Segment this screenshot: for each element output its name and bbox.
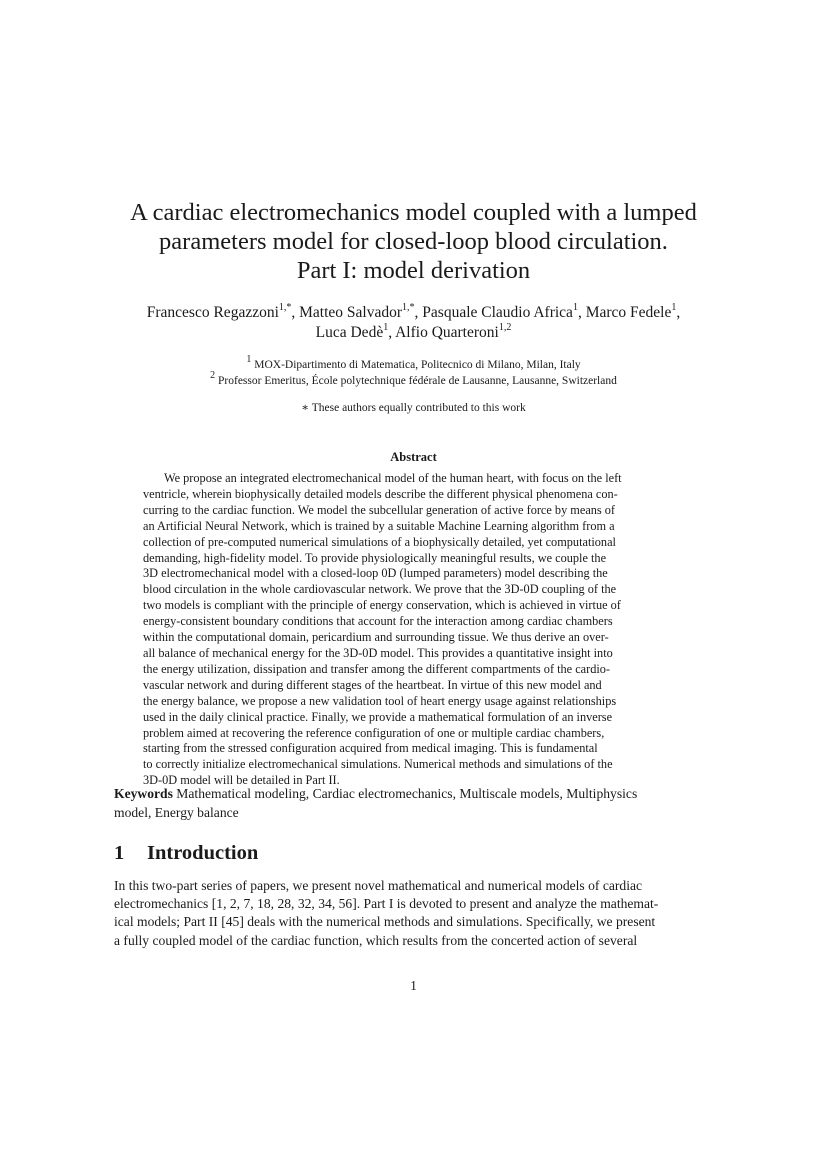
- section-title: Introduction: [147, 842, 259, 864]
- abstract-line: 3D electromechanical model with a closed-loop 0D (lumped parameters) model describing the: [143, 566, 608, 581]
- author-affil-mark: 1: [671, 301, 677, 313]
- keywords-block: [114, 784, 714, 822]
- author-line: [100, 323, 727, 343]
- abstract-line: curring to the cardiac function. We model the subcellular generation of active force by means of: [143, 502, 616, 517]
- author-name: , Matteo Salvador: [291, 304, 403, 321]
- abstract-line: problem aimed at recovering the reference configuration of one or multiple cardiac chambers,: [143, 725, 605, 740]
- abstract-line: an Artificial Neural Network, which is trained by a suitable Machine Learning algorithm from a: [143, 518, 615, 533]
- affiliation-mark: 1: [246, 354, 252, 366]
- abstract-line: two models is compliant with the principle of energy conservation, which is achieved in virtue of: [143, 598, 621, 613]
- keywords-line: [114, 784, 714, 803]
- abstract-line: blood circulation in the whole cardiovascular network. We prove that the 3D-0D coupling of the: [143, 582, 617, 597]
- page-number: 1: [410, 978, 417, 993]
- author-name: , Alfio Quarteroni: [388, 324, 499, 341]
- abstract-line: demanding, high-fidelity model. To provide physiologically meaningful results, we couple the: [143, 550, 607, 565]
- affiliation-text: MOX-Dipartimento di Matematica, Politecnico di Milano, Milan, Italy: [251, 359, 581, 371]
- section-heading: [114, 840, 258, 866]
- author-name: , Marco Fedele: [577, 304, 672, 321]
- intro-line: ical models; Part II [45] deals with the numerical methods and simulations. Specifically, we present: [114, 914, 656, 930]
- affiliation-mark: 2: [210, 370, 216, 382]
- abstract-line: ventricle, wherein biophysically detailed models describe the different physical phenomena con-: [143, 486, 618, 501]
- author-name: Francesco Regazzoni: [146, 304, 279, 321]
- title-line: Part I: model derivation: [296, 257, 531, 284]
- abstract-line: the energy utilization, dissipation and transfer among the different compartments of the cardio-: [143, 661, 611, 676]
- intro-paragraph: [114, 877, 714, 950]
- author-affil-mark: 1,*: [278, 301, 292, 313]
- abstract-line: We propose an integrated electromechanical model of the human heart, with focus on the left: [164, 471, 622, 485]
- section-number: 1: [114, 842, 125, 864]
- author-name: Luca Dedè: [315, 324, 384, 341]
- author-line: [100, 303, 727, 323]
- keywords-label: Keywords: [114, 786, 173, 801]
- intro-line: In this two-part series of papers, we present novel mathematical and numerical models of cardiac: [114, 878, 643, 893]
- author-affil-mark: 1,2: [498, 321, 512, 333]
- author-separator: ,: [676, 304, 681, 321]
- keywords-line: model, Energy balance: [114, 805, 239, 820]
- intro-line: electromechanics [1, 2, 7, 18, 28, 32, 34, 56]. Part I is devoted to present and analyze the mathemat-: [114, 896, 659, 912]
- title-line: A cardiac electromechanics model coupled with a lumped: [130, 199, 697, 226]
- title-line: parameters model for closed-loop blood circulation.: [159, 228, 668, 255]
- abstract-line: starting from the stressed configuration acquired from medical imaging. This is fundamental: [143, 741, 598, 756]
- abstract-line: vascular network and during different stages of the heartbeat. In virtue of this new model and: [143, 677, 602, 692]
- abstract-line: the energy balance, we propose a new validation tool of heart energy usage against relationships: [143, 693, 617, 708]
- keywords-text: Mathematical modeling, Cardiac electromechanics, Multiscale models, Multiphysics: [172, 786, 638, 801]
- abstract-line: to correctly initialize electromechanical simulations. Numerical methods and simulations of the: [143, 757, 613, 772]
- affiliation-text: Professor Emeritus, École polytechnique fédérale de Lausanne, Lausanne, Switzerland: [215, 375, 617, 387]
- abstract-line: within the computational domain, pericardium and surrounding tissue. We thus derive an over-: [143, 630, 609, 645]
- abstract-line: energy-consistent boundary conditions that account for the interaction among cardiac chambers: [143, 614, 613, 629]
- author-name: , Pasquale Claudio Africa: [414, 304, 573, 321]
- abstract-heading: Abstract: [390, 450, 437, 464]
- intro-line: a fully coupled model of the cardiac function, which results from the concerted action of several: [114, 932, 638, 948]
- affiliation-line: [100, 370, 727, 389]
- abstract-line: collection of pre-computed numerical simulations of a biophysically detailed, yet computational: [143, 534, 616, 549]
- author-affil-mark: 1,*: [402, 301, 415, 313]
- author-list: [100, 303, 727, 343]
- abstract-line: 3D-0D model will be detailed in Part II.: [143, 773, 340, 788]
- abstract-line: used in the daily clinical practice. Finally, we provide a mathematical formulation of an inverse: [143, 709, 613, 724]
- affiliations: [100, 354, 727, 389]
- author-affil-mark: 1: [572, 301, 578, 313]
- author-affil-mark: 1: [383, 321, 389, 333]
- abstract-line: all balance of mechanical energy for the 3D-0D model. This provides a quantitative insight into: [143, 645, 613, 660]
- paper-title: [90, 198, 737, 285]
- abstract-body: [143, 471, 707, 789]
- equal-contribution-note: ∗ These authors equally contributed to this work: [301, 402, 526, 414]
- affiliation-line: [100, 354, 727, 373]
